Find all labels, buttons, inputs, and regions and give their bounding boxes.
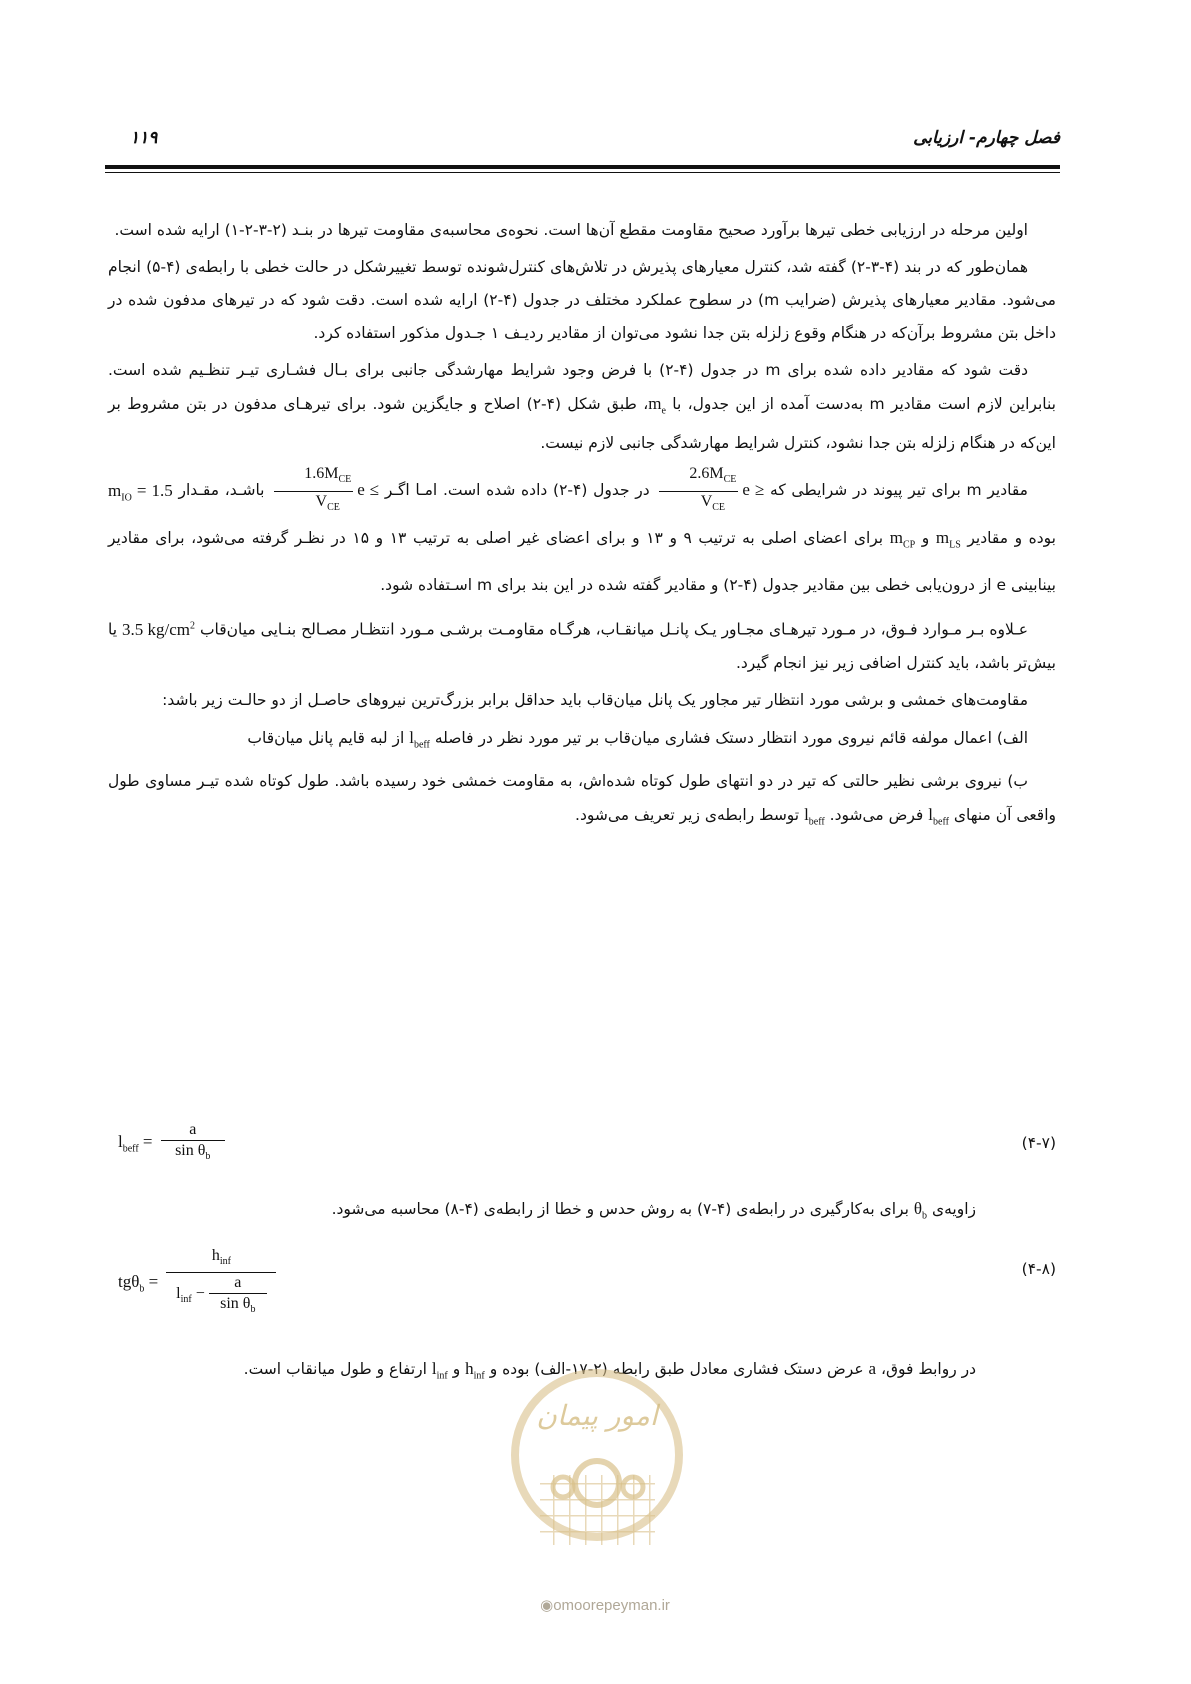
paragraph-7 [108, 721, 1056, 761]
paragraph-6: مقاومت‌های خمشی و برشی مورد انتظار تیر مجاور یک پانل میان‌قاب باید حداقل برابر بزرگ‌ترین نیروهای حاصـل از دو حالـت زیر باشد: [162, 691, 1028, 710]
equation-4-8 [108, 1246, 1056, 1330]
globe-icon: ◉ [540, 1597, 554, 1614]
m-io-symbol: $m_{IO} = 1.5$ [108, 480, 173, 503]
page-number: ۱۱۹ [130, 128, 158, 148]
paragraph-8-part-b: فرض می‌شود. [829, 806, 924, 825]
equation-4-7-number: (۴-۷) [1021, 1134, 1056, 1152]
equation-4-7 [108, 1120, 1056, 1180]
paragraph-4-part-c: باشـد، مقـدار [178, 481, 265, 500]
paragraph-4-and: و [921, 528, 930, 547]
shear-strength-value: 3.5 $kg/cm^2$ [121, 620, 195, 640]
paragraph-4-part-b: در جدول (۴-۲) داده شده است. امـا اگـر [384, 481, 650, 500]
paragraph-5-part-a: عـلاوه بـر مـوارد فـوق، در مـورد تیرهـای مجـاور یـک پانـل میانقـاب، هرگـاه مقاومـت برشـی مـورد انتظـار مصـالح بنـایی میان‌قاب [199, 621, 1028, 640]
paragraph-2: همان‌طور که در بند (۴-۳-۲) گفته شد، کنترل معیارهای پذیرش در تلاش‌های کنترل‌شونده توسط تغییرشکل در حالت خطی با رابطه‌ی (۴-۵) انجام می‌شود. مقادیر معیارهای پذیرش (ضرایب m) در سطوح عملکرد مختلف در جدول (۴-۲) ارایه شده است. دقت شود که در تیرهای مدفون شده در داخل بتن مشروط برآن‌که در هنگام وقوع زلزله بتن جدا نشود می‌توان از مقادیر ردیـف ۱ جـدول مذکور استفاده کرد. [108, 258, 1056, 342]
paragraph-3-part-b: ، طبق شکل (۴-۲) اصلاح و جایگزین شود. برای تیرهـای مدفون در بتن مشروط بر این‌که در هنگام زلزله بتن جدا نشود، کنترل شرایط مهارشدگی جانبی لازم نیست. [108, 395, 1056, 453]
header-rule-thin [105, 172, 1060, 173]
paragraph-8 [108, 765, 1056, 838]
equation-4-7-formula: $l_{beff}$ = $\frac{a}{\sin \theta_b}$ [118, 1120, 229, 1167]
paragraph-5-part-b: یا بیش‌تر باشد، باید کنترل اضافی زیر نیز انجام گیرد. [108, 621, 1056, 673]
e-ge-symbol: e ≥ [742, 480, 765, 500]
l-beff-symbol: $l_{beff}$ [928, 805, 949, 828]
m-e-symbol: $m_e$ [648, 394, 666, 417]
l-beff-symbol: $l_{beff}$ [409, 728, 430, 751]
paragraph-8-part-c: توسط رابطه‌ی زیر تعریف می‌شود. [575, 806, 800, 825]
body-text [108, 214, 1056, 843]
l-beff-symbol: $l_{beff}$ [804, 805, 825, 828]
fraction-1-6m: $\frac{1.6M_{CE}}{V_{CE}}$ [274, 464, 353, 517]
watermark-site: ◉omoorepeyman.ir [540, 1597, 670, 1614]
paragraph-final: در روابط فوق، a عرض دستک فشاری معادل طبق رابطه (۲-۱۷-الف) بوده و $h_{inf}$ و $l_{inf}$ ارتفاع و طول میانقاب است. [243, 1359, 976, 1382]
chapter-title: فصل چهارم- ارزیابی [913, 128, 1060, 148]
equation-4-8-number: (۴-۸) [1021, 1260, 1056, 1278]
paragraph-8-part-a: ب) نیروی برشی نظیر حالتی که تیر در دو انتهای طول کوتاه شده‌اش، به مقاومت خمشی خود رسیده باشد. طول کوتاه شده تیـر مساوی طول واقعی آن منهای [108, 772, 1056, 825]
paragraph-4-part-a: مقادیر m برای تیر پیوند در شرایطی که [770, 481, 1028, 500]
paragraph-7-part-b: از لبه قایم پانل میان‌قاب [247, 729, 405, 748]
fraction-2-6m: $\frac{2.6M_{CE}}{V_{CE}}$ [659, 464, 738, 517]
paragraph-4-part-d: بوده و مقادیر [967, 528, 1057, 547]
paragraph-7-part-a: الف) اعمال مولفه قائم نیروی مورد انتظار دستک فشاری میان‌قاب بر تیر مورد نظر در فاصله [434, 729, 1028, 748]
m-ls-symbol: $m_{LS}$ [935, 527, 961, 551]
paragraph-3-part-a: دقت شود که مقادیر داده شده برای m در جدول (۴-۲) با فرض وجود شرایط مهارشدگی جانبی برای بـال فشـاری تیـر تنظـیم شده است. بنابراین لازم است مقادیر m به‌دست آمده از این جدول، با [108, 361, 1056, 413]
paragraph-3 [108, 354, 1056, 460]
paragraph-theta: زاویه‌ی $\theta_b$ برای به‌کارگیری در رابطه‌ی (۴-۷) به روش حدس و خطا از رابطه‌ی (۴-۸) محاسبه می‌شود. [331, 1199, 976, 1222]
paragraph-5 [108, 609, 1056, 680]
paragraph-4 [108, 464, 1056, 605]
header-rule-thick [105, 165, 1060, 169]
paragraph-1: اولین مرحله در ارزیابی خطی تیرها برآورد صحیح مقاومت مقطع آن‌ها است. نحوه‌ی محاسبه‌ی مقاومت تیرها در بنـد (۲-۳-۲-۱) ارایه شده است. [114, 221, 1028, 239]
e-le-symbol: e ≤ [357, 480, 380, 500]
equation-4-8-formula: tgθ$_b$ = $h_{inf}$ $l_{inf}$ − $\frac{a}{\sin \theta_b}$ [118, 1246, 280, 1320]
m-cp-symbol: $m_{CP}$ [889, 527, 916, 551]
svg-text:امور پیمان: امور پیمان [536, 1399, 658, 1432]
paragraph-4-part-f: برای اعضای اصلی به ترتیب ۹ و ۱۳ و برای اعضای غیر اصلی به ترتیب ۱۳ و ۱۵ در نظـر گرفته می‌شود، برای مقادیر بینابینی e از درون‌یابی خطی بین مقادیر جدول (۴-۲) و مقادیر گفته شده در این بند برای m اسـتفاده شود. [108, 528, 1056, 595]
page-header [105, 128, 1060, 148]
watermark-logo [505, 1355, 690, 1565]
